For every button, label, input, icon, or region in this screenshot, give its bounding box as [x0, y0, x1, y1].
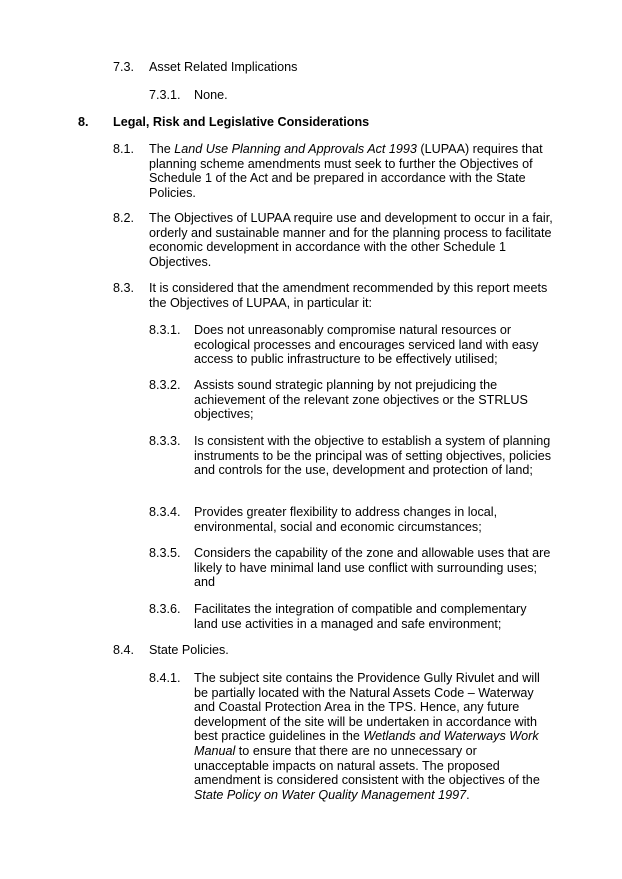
section-8-3-5: [149, 546, 553, 590]
section-number: 8.4.1.: [149, 671, 181, 685]
text-run: The subject site contains the Providence Gully Rivulet and will be partially located with the Natural Assets Code – Waterway and Coastal Protection Area in the TPS. Hence, any future development of the site will be undertaken in accordance with best practice guidelines in the: [194, 671, 540, 744]
paragraph-text: Does not unreasonably compromise natural resources or ecological processes and encourages serviced land with easy access to public infrastructure to be effectively utilised;: [194, 323, 539, 367]
section-number: 8.3.: [113, 281, 135, 295]
section-number: 8.3.6.: [149, 602, 181, 616]
section-8: [78, 115, 558, 130]
section-8-1: [113, 142, 553, 200]
manual-title: Wetlands and Waterways Work Manual: [194, 729, 539, 758]
section-number: 7.3.1.: [149, 88, 181, 102]
section-number: 8.3.1.: [149, 323, 181, 337]
paragraph-text: It is considered that the amendment recommended by this report meets the Objectives of LUPAA, in particular it:: [149, 281, 548, 310]
paragraph-text: Considers the capability of the zone and allowable uses that are likely to have minimal land use conflict with surrounding uses; and: [194, 546, 551, 590]
act-title: Land Use Planning and Approvals Act 1993: [174, 142, 417, 156]
paragraph-text: [194, 671, 553, 802]
section-number: 8.: [78, 115, 89, 129]
section-8-3-3: [149, 434, 553, 478]
section-number: 8.2.: [113, 211, 135, 225]
section-number: 8.3.2.: [149, 378, 181, 392]
section-heading: State Policies.: [149, 643, 229, 657]
text-run: .: [466, 787, 470, 802]
text-run: (LUPAA) requires that planning scheme amendments must seek to further the Objectives of Schedule 1 of the Act and be prepared in accordance with the State Policies.: [149, 142, 543, 200]
section-8-3-6: [149, 602, 553, 631]
section-number: 8.4.: [113, 643, 135, 657]
paragraph-text: [149, 142, 553, 200]
section-number: 7.3.: [113, 60, 135, 74]
paragraph-text: Provides greater flexibility to address changes in local, environmental, social and economic circumstances;: [194, 505, 498, 534]
section-number: 8.3.3.: [149, 434, 181, 448]
paragraph-text: Assists sound strategic planning by not prejudicing the achievement of the relevant zone objectives or the STRLUS objectives;: [194, 378, 528, 422]
section-heading: Legal, Risk and Legislative Considerations: [113, 115, 370, 129]
section-7-3: [113, 60, 553, 75]
section-8-3: [113, 281, 553, 310]
policy-title: State Policy on Water Quality Management 1997: [194, 787, 467, 802]
paragraph-text: None.: [194, 88, 228, 102]
section-8-2: [113, 211, 553, 269]
section-7-3-1: [149, 88, 553, 103]
section-8-4: [113, 643, 553, 658]
section-8-3-4: [149, 505, 553, 534]
section-8-3-2: [149, 378, 553, 422]
section-number: 8.3.4.: [149, 505, 181, 519]
paragraph-text: The Objectives of LUPAA require use and development to occur in a fair, orderly and sustainable manner and for the planning process to facilitate economic development in accordance with the other Schedule 1 Objectives.: [149, 211, 553, 269]
paragraph-text: Facilitates the integration of compatible and complementary land use activities in a managed and safe environment;: [194, 602, 527, 631]
text-run: The: [149, 142, 175, 156]
section-heading: Asset Related Implications: [149, 60, 298, 74]
section-8-4-1: [149, 671, 553, 802]
section-number: 8.1.: [113, 142, 135, 156]
section-number: 8.3.5.: [149, 546, 181, 560]
paragraph-text: Is consistent with the objective to establish a system of planning instruments to be the principal was of setting objectives, policies and controls for the use, development and protection of land;: [194, 434, 552, 478]
text-run: to ensure that there are no unnecessary or unacceptable impacts on natural assets. The proposed amendment is considered consistent with the objectives of the: [194, 743, 540, 788]
section-8-3-1: [149, 323, 553, 367]
